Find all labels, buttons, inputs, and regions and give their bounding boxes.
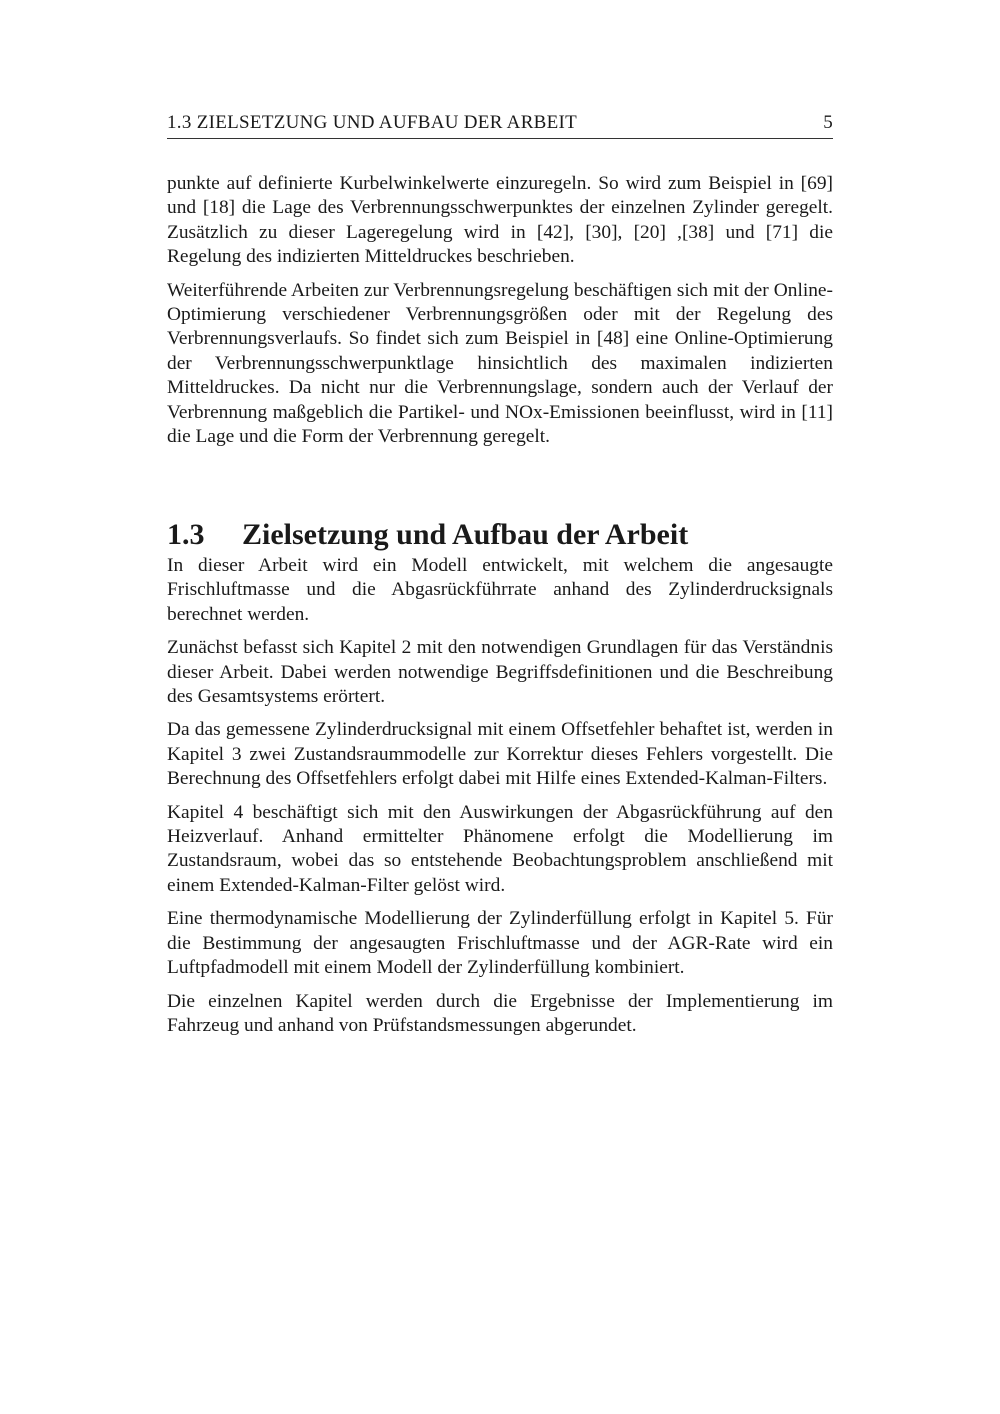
paragraph: Eine thermodynamische Modellierung der Zylinderfüllung erfolgt in Kapitel 5. Für die Bestimmung der angesaugten Frischluftmasse und der AGR-Rate wird ein Luftpfadmodell mit einem Modell der Zylinderfüllung kombiniert. [167, 908, 833, 979]
section-text-block [167, 554, 833, 1038]
intro-text-block [167, 172, 833, 449]
paragraph: Weiterführende Arbeiten zur Verbrennungsregelung beschäftigen sich mit der Online-Optimierung verschiedener Verbrennungsgrößen oder mit der Regelung des Verbrennungsverlaufs. So findet sich zum Beispiel in [48] eine Online-Optimierung der Verbrennungsschwerpunktlage hinsichtlich des maximalen indizierten Mitteldruckes. Da nicht nur die Verbrennungslage, sondern auch der Verlauf der Verbrennung maßgeblich die Partikel- und NOx-Emissionen beeinflusst, wird in [11] die Lage und die Form der Verbrennung geregelt. [167, 279, 833, 448]
paragraph: punkte auf definierte Kurbelwinkelwerte einzuregeln. So wird zum Beispiel in [69] und [18] die Lage des Verbrennungsschwerpunktes der einzelnen Zylinder geregelt. Zusätzlich zu dieser Lageregelung wird in [42], [30], [20] ,[38] und [71] die Regelung des indizierten Mitteldruckes beschrieben. [167, 173, 833, 268]
paragraph: Zunächst befasst sich Kapitel 2 mit den notwendigen Grundlagen für das Verständnis dieser Arbeit. Dabei werden notwendige Begriffsdefinitionen und die Beschreibung des Gesamtsystems erörtert. [167, 637, 833, 708]
paragraph: Kapitel 4 beschäftigt sich mit den Auswirkungen der Abgasrückführung auf den Heizverlauf. Anhand ermittelter Phänomene erfolgt die Modellierung im Zustandsraum, wobei das so entstehende Beobachtungsproblem anschließend mit einem Extended-Kalman-Filter gelöst wird. [167, 801, 833, 896]
section-title: Zielsetzung und Aufbau der Arbeit [242, 517, 689, 551]
paragraph: Die einzelnen Kapitel werden durch die Ergebnisse der Implementierung im Fahrzeug und anhand von Prüfstandsmessungen abgerundet. [167, 990, 833, 1036]
paragraph: Da das gemessene Zylinderdrucksignal mit einem Offsetfehler behaftet ist, werden in Kapitel 3 zwei Zustandsraummodelle zur Korrektur dieses Fehlers vorgestellt. Die Berechnung des Offsetfehlers erfolgt dabei mit Hilfe eines Extended-Kalman-Filters. [167, 719, 833, 790]
paragraph: In dieser Arbeit wird ein Modell entwickelt, mit welchem die angesaugte Frischluftmasse und die Abgasrückführrate anhand des Zylinderdrucksignals berechnet werden. [167, 555, 833, 625]
section-heading [167, 515, 833, 555]
running-header-title: 1.3 ZIELSETZUNG UND AUFBAU DER ARBEIT [167, 112, 578, 133]
section-number: 1.3 [167, 517, 205, 551]
page-number: 5 [823, 112, 833, 133]
running-header [167, 112, 833, 139]
